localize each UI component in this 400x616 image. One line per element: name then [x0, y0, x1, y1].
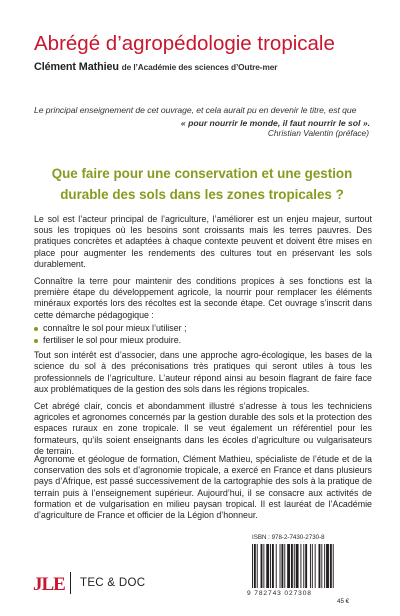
- quote-line-2: « pour nourrir le monde, il faut nourrir le sol ».: [180, 117, 370, 128]
- publisher-logo: JLE: [33, 574, 65, 595]
- imprint-logo: TEC & DOC: [80, 577, 146, 589]
- blurb-paragraph-2: Connaître la terre pour maintenir des conditions propices à ses fonctions est la première étape du développement agricole, la nourrir pour remplacer les éléments minéraux exportés lors des récoltes est la seconde étape. Cet ouvrage s’inscrit dans cette démarche pédagogique :: [34, 276, 372, 320]
- logo-divider: [70, 572, 71, 594]
- blurb-body: [34, 214, 372, 463]
- isbn-label: ISBN : 978-2-7430-2730-8: [252, 534, 325, 541]
- bullet-item: [34, 335, 372, 346]
- bio-text-end: , spécialiste de l’étude et de la conservation des sols et d’agronomie tropicale, a exercé en France et dans plusieurs pays d’Afrique, est passé successivement de la cartographie des sols à la pratique de terrain puis à l’enseignement supérieur. Aujourd’hui, il se consacre aux activités de formation et de vulgarisation en milieu paysan tropical. Il est lauréat de l’Académie d’agriculture de France et officier de la Légion d’honneur.: [34, 454, 372, 521]
- bullet-text: fertiliser le sol pour mieux produire.: [43, 335, 182, 346]
- bio-author-name: Clément Mathieu: [182, 454, 251, 464]
- blurb-paragraph-3: Tout son intérêt est d’associer, dans une approche agro-écologique, les bases de la science du sol à des préconisations très pratiques qui seront utiles à tous les professionnels de l’agriculture. L’auteur répond ainsi au besoin flagrant de faire face aux problématiques de la gestion des sols dans les régions tropicales.: [34, 350, 372, 394]
- headline-question: Que faire pour une conservation et une gestion durable des sols dans les zones tropicales ?: [51, 166, 353, 202]
- blurb-bullet-list: [34, 323, 372, 346]
- author-bio: [34, 454, 372, 521]
- bullet-dot-icon: [34, 339, 38, 343]
- blurb-paragraph-4: Cet abrégé clair, concis et abondamment illustré s’adresse à tous les techniciens agricoles et agronomes concernés par la gestion durable des sols et la protection des espaces ruraux en zone tropicale. Il se veut également un référentiel pour les formateurs, qu’ils soient enseignants dans les écoles d’agriculture ou vulgarisateurs de terrain.: [34, 401, 372, 456]
- bullet-dot-icon: [34, 327, 38, 331]
- quote-line-1: Le principal enseignement de cet ouvrage, et cela aurait pu en devenir le titre, est que: [34, 105, 357, 115]
- bullet-text: connaître le sol pour mieux l’utiliser ;: [43, 322, 187, 333]
- price: 45 €: [337, 598, 350, 605]
- bio-text-start: Agronome et géologue de formation,: [34, 454, 183, 464]
- blurb-paragraph-1: Le sol est l’acteur principal de l’agriculture, l’améliorer est un enjeu majeur, surtout sous les tropiques où les besoins sont croissants mais les terres pauvres. Des pratiques concrètes et adaptées à chaque contexte peuvent et doivent être mises en place pour augmenter les rendements des cultures tout en préservant les sols durablement.: [34, 214, 372, 269]
- quote-source: Christian Valentin (préface): [267, 128, 369, 138]
- author-line: [34, 61, 384, 73]
- author-name: Clément Mathieu: [34, 61, 119, 73]
- bullet-item: [34, 323, 372, 334]
- epigraph-quote: [34, 104, 370, 129]
- barcode-digits: 9 782743 027308: [247, 590, 312, 597]
- barcode-icon: [251, 544, 371, 588]
- author-affiliation: de l’Académie des sciences d’Outre-mer: [121, 62, 278, 72]
- book-title: Abrégé d’agropédologie tropicale: [34, 32, 335, 55]
